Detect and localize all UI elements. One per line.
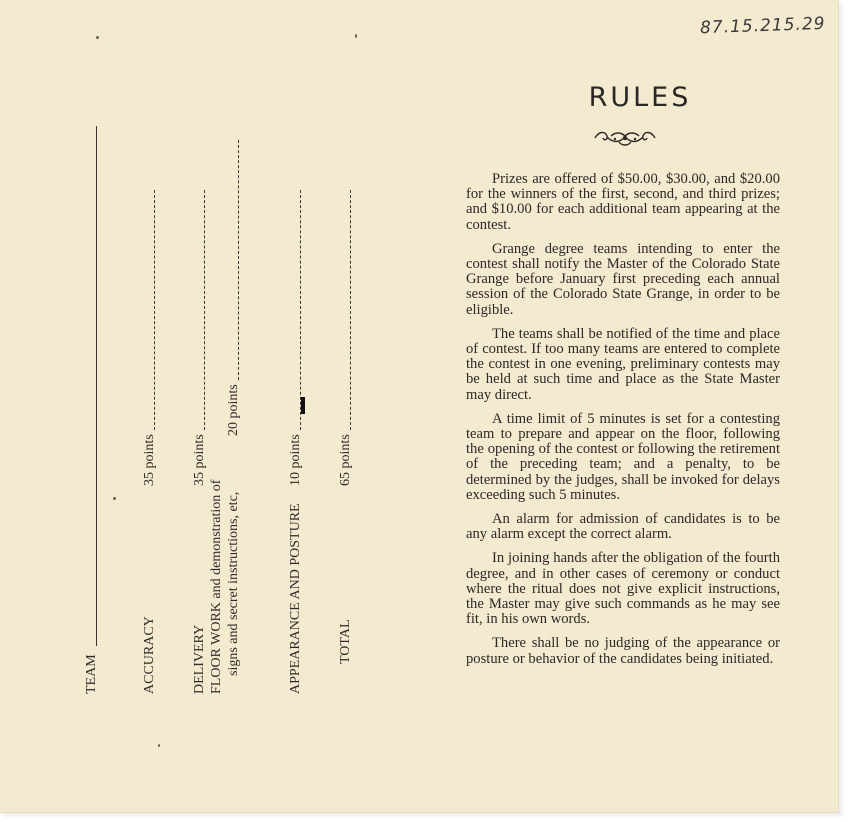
rule-paragraph: The teams shall be notified of the time and place of contest. If too many teams are entered to complete the contest in one evening, preliminary contests may be held at such time and place as the State Master may direct. — [466, 325, 780, 403]
delivery-points: 35 points — [192, 434, 207, 486]
accuracy-label: ACCURACY — [142, 616, 157, 694]
floor-work-label — [208, 444, 242, 694]
scroll-ornament-icon — [593, 128, 657, 148]
ink-mark — [301, 397, 305, 414]
team-write-line — [96, 126, 97, 646]
rule-paragraph: Prizes are offered of $50.00, $30.00, and $20.00 for the winners of the first, second, and third prizes; and $10.00 for each additional team appearing at the contest. — [466, 171, 780, 233]
paper-speck — [96, 36, 99, 39]
accession-number: 87.15.215.29 — [699, 13, 826, 39]
accuracy-row — [141, 190, 158, 694]
floor-work-label-line2: signs and secret instructions, etc, — [226, 491, 241, 676]
rule-paragraph: In joining hands after the obligation of the fourth degree, and in other cases of ceremony or conduct where the ritual does not give explicit instructions, the Master may give such commands as he may see fit, in his own words. — [466, 550, 780, 628]
appearance-row — [287, 190, 304, 694]
score-sheet — [70, 100, 390, 700]
rule-paragraph: Grange degree teams intending to enter the contest shall notify the Master of the Colorado State Grange before January first preceding each annual session of the Colorado State Grange, in order to be eligible. — [466, 240, 780, 318]
total-row — [337, 190, 354, 694]
delivery-score-line — [204, 190, 205, 430]
appearance-score-line — [300, 190, 301, 430]
appearance-points: 10 points — [288, 434, 303, 486]
total-points: 65 points — [338, 434, 353, 486]
team-label: TEAM — [84, 654, 99, 694]
paper-speck — [355, 34, 357, 38]
team-row — [83, 126, 100, 694]
total-score-line — [350, 190, 351, 430]
paper-speck — [158, 744, 160, 747]
appearance-label: APPEARANCE AND POSTURE — [288, 503, 303, 694]
floor-work-label-line1: FLOOR WORK and demonstration of — [209, 479, 224, 694]
accuracy-points: 35 points — [142, 434, 157, 486]
delivery-row — [191, 190, 208, 694]
floor-work-row — [208, 140, 242, 694]
rule-paragraph: A time limit of 5 minutes is set for a contesting team to prepare and appear on the floor, following the opening of the contest or following the retirement of the preceding team; and a penalty, to be determined by the judges, shall be invoked for delays exceeding such 5 minutes. — [466, 410, 780, 503]
accuracy-score-line — [154, 190, 155, 430]
paper-speck — [113, 497, 116, 500]
rule-paragraph: There shall be no judging of the appearance or posture or behavior of the candidates being initiated. — [466, 635, 780, 667]
total-label: TOTAL — [338, 619, 353, 664]
delivery-label: DELIVERY — [192, 624, 207, 694]
floor-work-points: 20 points — [226, 384, 241, 436]
rules-text — [466, 172, 780, 676]
rule-paragraph: An alarm for admission of candidates is to be any alarm except the correct alarm. — [466, 511, 780, 543]
floor-work-score-line — [238, 140, 239, 380]
rules-title: RULES — [588, 82, 692, 113]
